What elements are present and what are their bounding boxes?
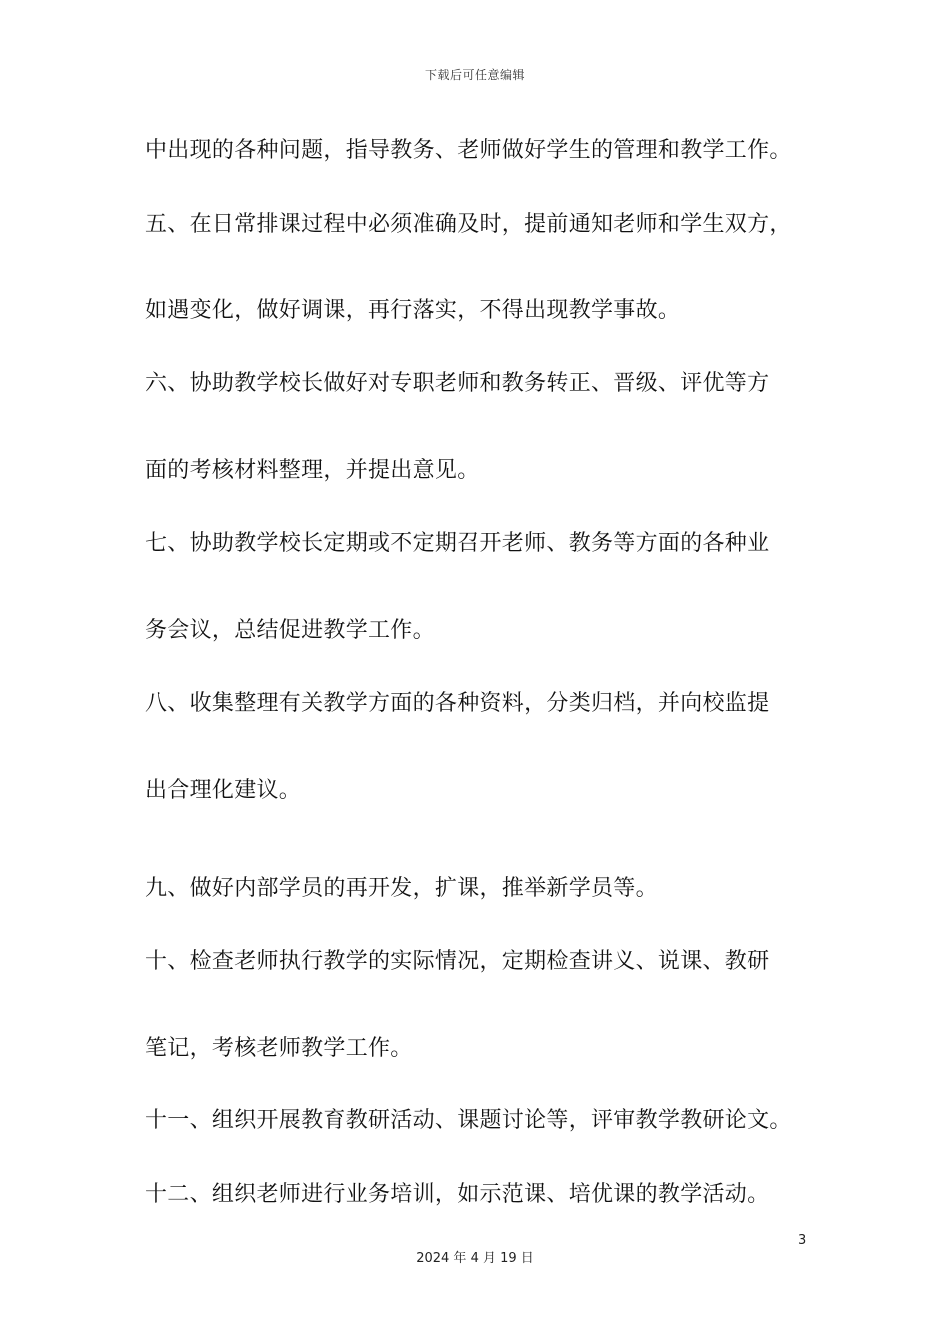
body-line: 六、协助教学校长做好对专职老师和教务转正、晋级、评优等方 [145,371,770,396]
body-line: 十一、组织开展教育教研活动、课题讨论等，评审教学教研论文。 [145,1108,792,1133]
body-line: 十、检查老师执行教学的实际情况，定期检查讲义、说课、教研 [145,949,770,974]
body-line: 面的考核材料整理，并提出意见。 [145,458,480,483]
body-line: 八、收集整理有关教学方面的各种资料，分类归档，并向校监提 [145,691,770,716]
body-line: 出合理化建议。 [145,778,302,803]
body-line: 中出现的各种问题，指导教务、老师做好学生的管理和教学工作。 [145,138,792,163]
body-line: 如遇变化，做好调课，再行落实，不得出现教学事故。 [145,298,681,323]
body-line: 五、在日常排课过程中必须准确及时，提前通知老师和学生双方， [145,212,792,237]
body-line: 九、做好内部学员的再开发，扩课，推举新学员等。 [145,876,658,901]
footer-date: 2024 年 4 月 19 日 [416,1251,534,1266]
body-line: 务会议，总结促进教学工作。 [145,618,435,643]
body-line: 七、协助教学校长定期或不定期召开老师、教务等方面的各种业 [145,531,770,556]
body-line: 十二、组织老师进行业务培训，如示范课、培优课的教学活动。 [145,1182,770,1207]
body-line: 笔记，考核老师教学工作。 [145,1036,413,1061]
page-number: 3 [798,1233,807,1248]
page-header: 下载后可任意编辑 [424,68,525,82]
